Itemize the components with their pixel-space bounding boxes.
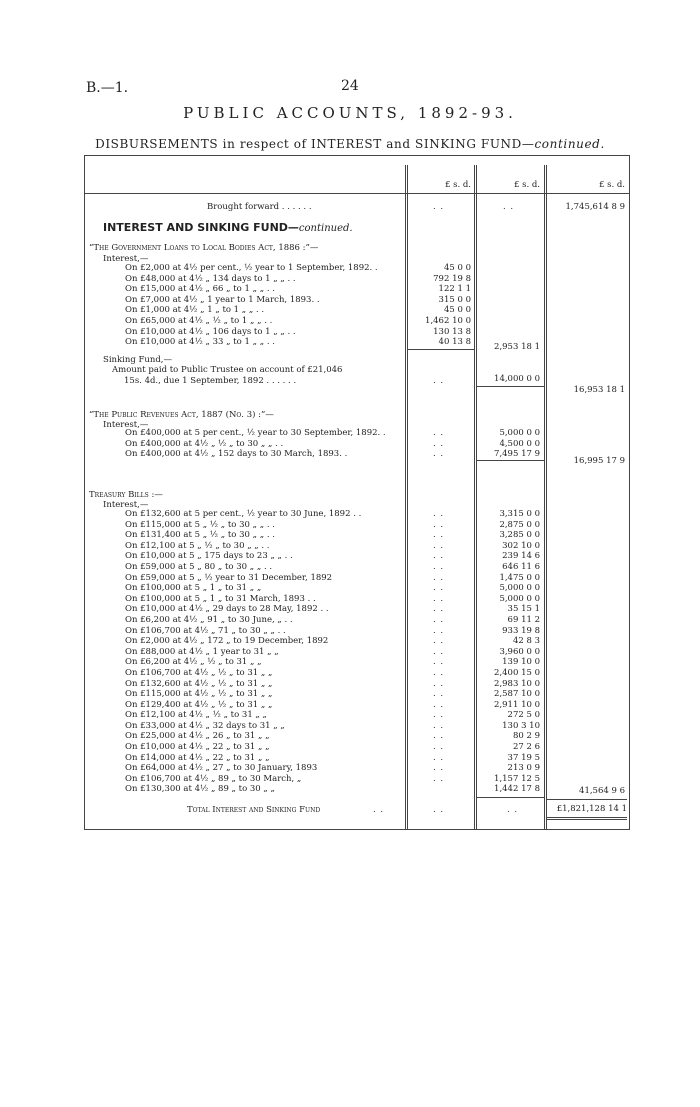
table-row	[0, 710, 700, 721]
row-text: On £59,000 at 5 „ ½ year to 31 December, 1892	[125, 572, 333, 583]
row-amount: 130 3 10	[502, 720, 540, 731]
table-row	[0, 305, 700, 316]
grand-total-rule-top	[547, 799, 627, 800]
row-amount: 122 1 1	[438, 284, 471, 295]
row-dots: . .	[433, 519, 445, 530]
row-amount: 80 2 9	[512, 731, 540, 742]
section-title-text: INTEREST AND SINKING FUND—	[103, 221, 299, 234]
row-amount: 3,285 0 0	[499, 530, 540, 541]
col-header-3: £ s. d.	[598, 180, 625, 190]
table-row	[0, 647, 700, 658]
row-dots: . .	[433, 689, 445, 700]
row-dots: . .	[433, 540, 445, 551]
row-amount: 45 0 0	[443, 305, 471, 316]
treasury-bills-title: Treasury Bills :—	[89, 490, 163, 500]
row-dots: . .	[433, 561, 445, 572]
row-text: On £2,000 at 4½ per cent., ½ year to 1 September, 1892. .	[125, 263, 378, 273]
row-text: On £10,000 at 4½ „ 29 days to 28 May, 1892 . .	[125, 604, 329, 615]
header-rule	[84, 193, 630, 194]
row-text: On £106,700 at 4½ „ 89 „ to 30 March, „	[125, 773, 302, 784]
subtotal-rule	[408, 349, 474, 350]
row-amount: 302 10 0	[502, 540, 540, 551]
row-amount: 4,500 0 0	[499, 438, 540, 449]
table-row	[0, 573, 700, 584]
row-amount: 2,983 10 0	[494, 678, 540, 689]
table-row	[0, 753, 700, 764]
row-dots: . .	[433, 625, 445, 636]
loans-act-interest-label: Interest,—	[103, 254, 149, 264]
document-reference: B.—1.	[86, 80, 129, 96]
row-amount: 1,442 17 8	[494, 784, 540, 795]
row-text: On £130,300 at 4½ „ 89 „ to 30 „ „	[125, 784, 275, 795]
row-text: On £400,000 at 5 per cent., ½ year to 30 September, 1892. .	[125, 428, 386, 438]
row-dots: . .	[433, 646, 445, 657]
page-number: 24	[341, 78, 359, 94]
table-row	[0, 520, 700, 531]
revenues-total-rule	[477, 460, 544, 461]
table-row	[0, 295, 700, 306]
table-row	[0, 541, 700, 552]
row-text: On £106,700 at 4½ „ 71 „ to 30 „ „ . .	[125, 625, 286, 636]
sinking-total-rule	[477, 386, 544, 387]
revenues-act-title: “The Public Revenues Act, 1887 (No. 3) :”—	[89, 410, 274, 420]
table-row	[0, 594, 700, 605]
table-row	[0, 284, 700, 295]
table-row	[0, 721, 700, 732]
row-amount: 2,875 0 0	[499, 519, 540, 530]
row-amount: 139 10 0	[502, 657, 540, 668]
row-dots: . .	[433, 551, 445, 562]
row-text: On £48,000 at 4½ „ 134 days to 1 „ „ . .	[125, 273, 296, 284]
brought-forward-dots-1: . .	[433, 202, 445, 212]
page-title: PUBLIC ACCOUNTS, 1892-93.	[183, 104, 517, 122]
loans-act-subtotal: 2,953 18 1	[494, 342, 540, 352]
row-dots: . .	[433, 530, 445, 541]
row-amount: 2,587 10 0	[494, 689, 540, 700]
table-row	[0, 428, 700, 439]
grand-total-dots-1: . .	[373, 805, 385, 815]
row-dots: . .	[433, 742, 445, 753]
row-amount: 213 0 9	[507, 763, 540, 774]
table-bottom-rule	[84, 829, 630, 830]
row-dots: . .	[433, 720, 445, 731]
row-amount: 933 19 8	[502, 625, 540, 636]
revenues-act-total: 16,995 17 9	[573, 456, 625, 466]
table-row	[0, 509, 700, 520]
row-text: On £64,000 at 4½ „ 27 „ to 30 January, 1893	[125, 763, 318, 774]
row-text: On £33,000 at 4½ „ 32 days to 31 „ „	[125, 720, 285, 731]
row-amount: 42 8 3	[512, 636, 540, 647]
table-top-rule	[84, 155, 630, 156]
row-amount: 40 13 8	[438, 337, 471, 348]
row-dots: . .	[433, 572, 445, 583]
row-amount: 7,495 17 9	[494, 449, 540, 460]
row-amount: 3,960 0 0	[499, 646, 540, 657]
row-text: On £14,000 at 4½ „ 22 „ to 31 „ „	[125, 752, 270, 763]
row-dots: . .	[433, 583, 445, 594]
row-dots: . .	[433, 710, 445, 721]
row-amount: 27 2 6	[512, 742, 540, 753]
row-dots: . .	[433, 678, 445, 689]
row-text: On £132,600 at 5 per cent., ½ year to 30 June, 1892 . .	[125, 509, 362, 519]
row-text: On £10,000 at 4½ „ 33 „ to 1 „ „ . .	[125, 337, 275, 348]
row-amount: 1,475 0 0	[499, 572, 540, 583]
row-dots: . .	[433, 699, 445, 710]
sinking-fund-dots: . .	[433, 376, 445, 386]
row-amount: 239 14 6	[502, 551, 540, 562]
row-text: On £131,400 at 5 „ ½ „ to 30 „ „ . .	[125, 530, 275, 541]
table-row	[0, 689, 700, 700]
row-amount: 130 13 8	[433, 326, 471, 337]
table-row	[0, 530, 700, 541]
sinking-fund-amount: 14,000 0 0	[494, 374, 540, 384]
table-row	[0, 604, 700, 615]
row-amount: 35 15 1	[507, 604, 540, 615]
page-subtitle	[0, 137, 700, 151]
row-amount: 37 19 5	[507, 752, 540, 763]
revenues-act-rows	[0, 428, 700, 460]
grand-total-rule-bottom-double	[547, 819, 627, 820]
row-text: On £106,700 at 4½ „ ½ „ to 31 „ „	[125, 667, 273, 678]
row-text: On £100,000 at 5 „ 1 „ to 31 March, 1893 . .	[125, 593, 316, 604]
loans-act-title: “The Government Loans to Local Bodies Act, 1886 :”—	[89, 243, 319, 253]
row-dots: . .	[433, 449, 445, 460]
row-text: On £7,000 at 4½ „ 1 year to 1 March, 1893. .	[125, 294, 320, 305]
table-row	[0, 551, 700, 562]
row-dots: . .	[433, 763, 445, 774]
subtitle-italic: continued.	[534, 137, 605, 151]
table-row	[0, 763, 700, 774]
row-amount: 5,000 0 0	[499, 583, 540, 594]
row-amount: 45 0 0	[443, 263, 471, 273]
table-row	[0, 316, 700, 327]
grand-total-dots-2: . .	[433, 805, 445, 815]
brought-forward-dots-2: . .	[503, 202, 515, 212]
row-text: On £10,000 at 5 „ 175 days to 23 „ „ . .	[125, 551, 293, 562]
table-row	[0, 679, 700, 690]
col-header-2: £ s. d.	[513, 180, 540, 190]
row-text: On £400,000 at 4½ „ 152 days to 30 March, 1893. .	[125, 449, 348, 460]
row-text: On £6,200 at 4½ „ 91 „ to 30 June, „ . .	[125, 614, 293, 625]
table-row	[0, 327, 700, 338]
row-dots: . .	[433, 773, 445, 784]
row-amount: 3,315 0 0	[499, 509, 540, 519]
grand-total-label: Total Interest and Sinking Fund	[187, 805, 321, 815]
table-row	[0, 774, 700, 785]
grand-total-rule-bottom	[547, 817, 627, 818]
table-row	[0, 615, 700, 626]
row-text: On £65,000 at 4½ „ ½ „ to 1 „ „ . .	[125, 315, 273, 326]
row-text: On £25,000 at 4½ „ 26 „ to 31 „ „	[125, 731, 270, 742]
row-dots: . .	[433, 428, 445, 438]
row-text: On £15,000 at 4½ „ 66 „ to 1 „ „ . .	[125, 284, 275, 295]
row-text: On £400,000 at 4½ „ ½ „ to 30 „ „ . .	[125, 438, 284, 449]
col-header-1: £ s. d.	[444, 180, 471, 190]
section-title	[103, 221, 353, 234]
row-text: On £132,600 at 4½ „ ½ „ to 31 „ „	[125, 678, 273, 689]
grand-total-dots-3: . .	[507, 805, 519, 815]
table-row	[0, 668, 700, 679]
loans-act-rows	[0, 263, 700, 348]
row-dots: . .	[433, 604, 445, 615]
table-row	[0, 337, 700, 348]
brought-forward-amount: 1,745,614 8 9	[565, 202, 625, 212]
treasury-total: 41,564 9 6	[579, 786, 625, 796]
row-amount: 315 0 0	[438, 294, 471, 305]
sinking-fund-label: Sinking Fund,—	[103, 355, 172, 365]
table-row	[0, 263, 700, 274]
row-amount: 646 11 6	[502, 561, 540, 572]
row-amount: 272 5 0	[507, 710, 540, 721]
row-amount: 69 11 2	[507, 614, 540, 625]
loans-act-total: 16,953 18 1	[573, 385, 625, 395]
table-row	[0, 742, 700, 753]
revenues-act-interest-label: Interest,—	[103, 420, 149, 430]
table-row	[0, 626, 700, 637]
row-text: On £6,200 at 4½ „ ½ „ to 31 „ „	[125, 657, 262, 668]
sinking-fund-line-2: 15s. 4d., due 1 September, 1892 . . . . . .	[124, 376, 297, 386]
row-dots: . .	[433, 438, 445, 449]
row-dots: . .	[433, 593, 445, 604]
row-text: On £100,000 at 5 „ 1 „ to 31 „ „	[125, 583, 262, 594]
table-row	[0, 636, 700, 647]
row-text: On £10,000 at 4½ „ 22 „ to 31 „ „	[125, 742, 270, 753]
row-text: On £10,000 at 4½ „ 106 days to 1 „ „ . .	[125, 326, 296, 337]
grand-total-amount: £1,821,128 14 1	[556, 804, 627, 814]
table-row	[0, 439, 700, 450]
row-amount: 2,400 15 0	[494, 667, 540, 678]
row-amount: 1,462 10 0	[425, 315, 471, 326]
section-title-italic: continued.	[298, 223, 353, 234]
row-text: On £1,000 at 4½ „ 1 „ to 1 „ „ . .	[125, 305, 265, 316]
table-row	[0, 274, 700, 285]
table-row	[0, 562, 700, 573]
row-text: On £12,100 at 4½ „ ½ „ to 31 „ „	[125, 710, 267, 721]
row-text: On £2,000 at 4½ „ 172 „ to 19 December, 1892	[125, 636, 329, 647]
row-dots: . .	[433, 509, 445, 519]
row-text: On £59,000 at 5 „ 80 „ to 30 „ „ . .	[125, 561, 273, 572]
row-dots: . .	[433, 752, 445, 763]
table-row	[0, 657, 700, 668]
treasury-rows	[0, 509, 700, 795]
row-amount: 5,000 0 0	[499, 428, 540, 438]
row-dots: . .	[433, 614, 445, 625]
row-text: On £115,000 at 4½ „ ½ „ to 31 „ „	[125, 689, 273, 700]
row-text: On £12,100 at 5 „ ½ „ to 30 „ „ . .	[125, 540, 270, 551]
row-dots: . .	[433, 636, 445, 647]
row-amount: 1,157 12 5	[494, 773, 540, 784]
table-row	[0, 700, 700, 711]
row-amount: 792 19 8	[433, 273, 471, 284]
row-dots: . .	[433, 667, 445, 678]
row-dots: . .	[433, 657, 445, 668]
brought-forward-label: Brought forward . . . . . .	[207, 202, 312, 212]
row-text: On £88,000 at 4½ „ 1 year to 31 „ „	[125, 646, 279, 657]
subtitle-main: DISBURSEMENTS in respect of INTEREST and SINKING FUND—	[95, 137, 535, 151]
row-text: On £129,400 at 4½ „ ½ „ to 31 „ „	[125, 699, 273, 710]
row-amount: 2,911 10 0	[494, 699, 540, 710]
row-dots: . .	[433, 731, 445, 742]
sinking-fund-line-1: Amount paid to Public Trustee on account of £21,046	[112, 365, 343, 375]
treasury-total-rule	[477, 797, 544, 798]
row-text: On £115,000 at 5 „ ½ „ to 30 „ „ . .	[125, 519, 275, 530]
table-row	[0, 731, 700, 742]
table-row	[0, 583, 700, 594]
treasury-interest-label: Interest,—	[103, 500, 149, 510]
row-amount: 5,000 0 0	[499, 593, 540, 604]
